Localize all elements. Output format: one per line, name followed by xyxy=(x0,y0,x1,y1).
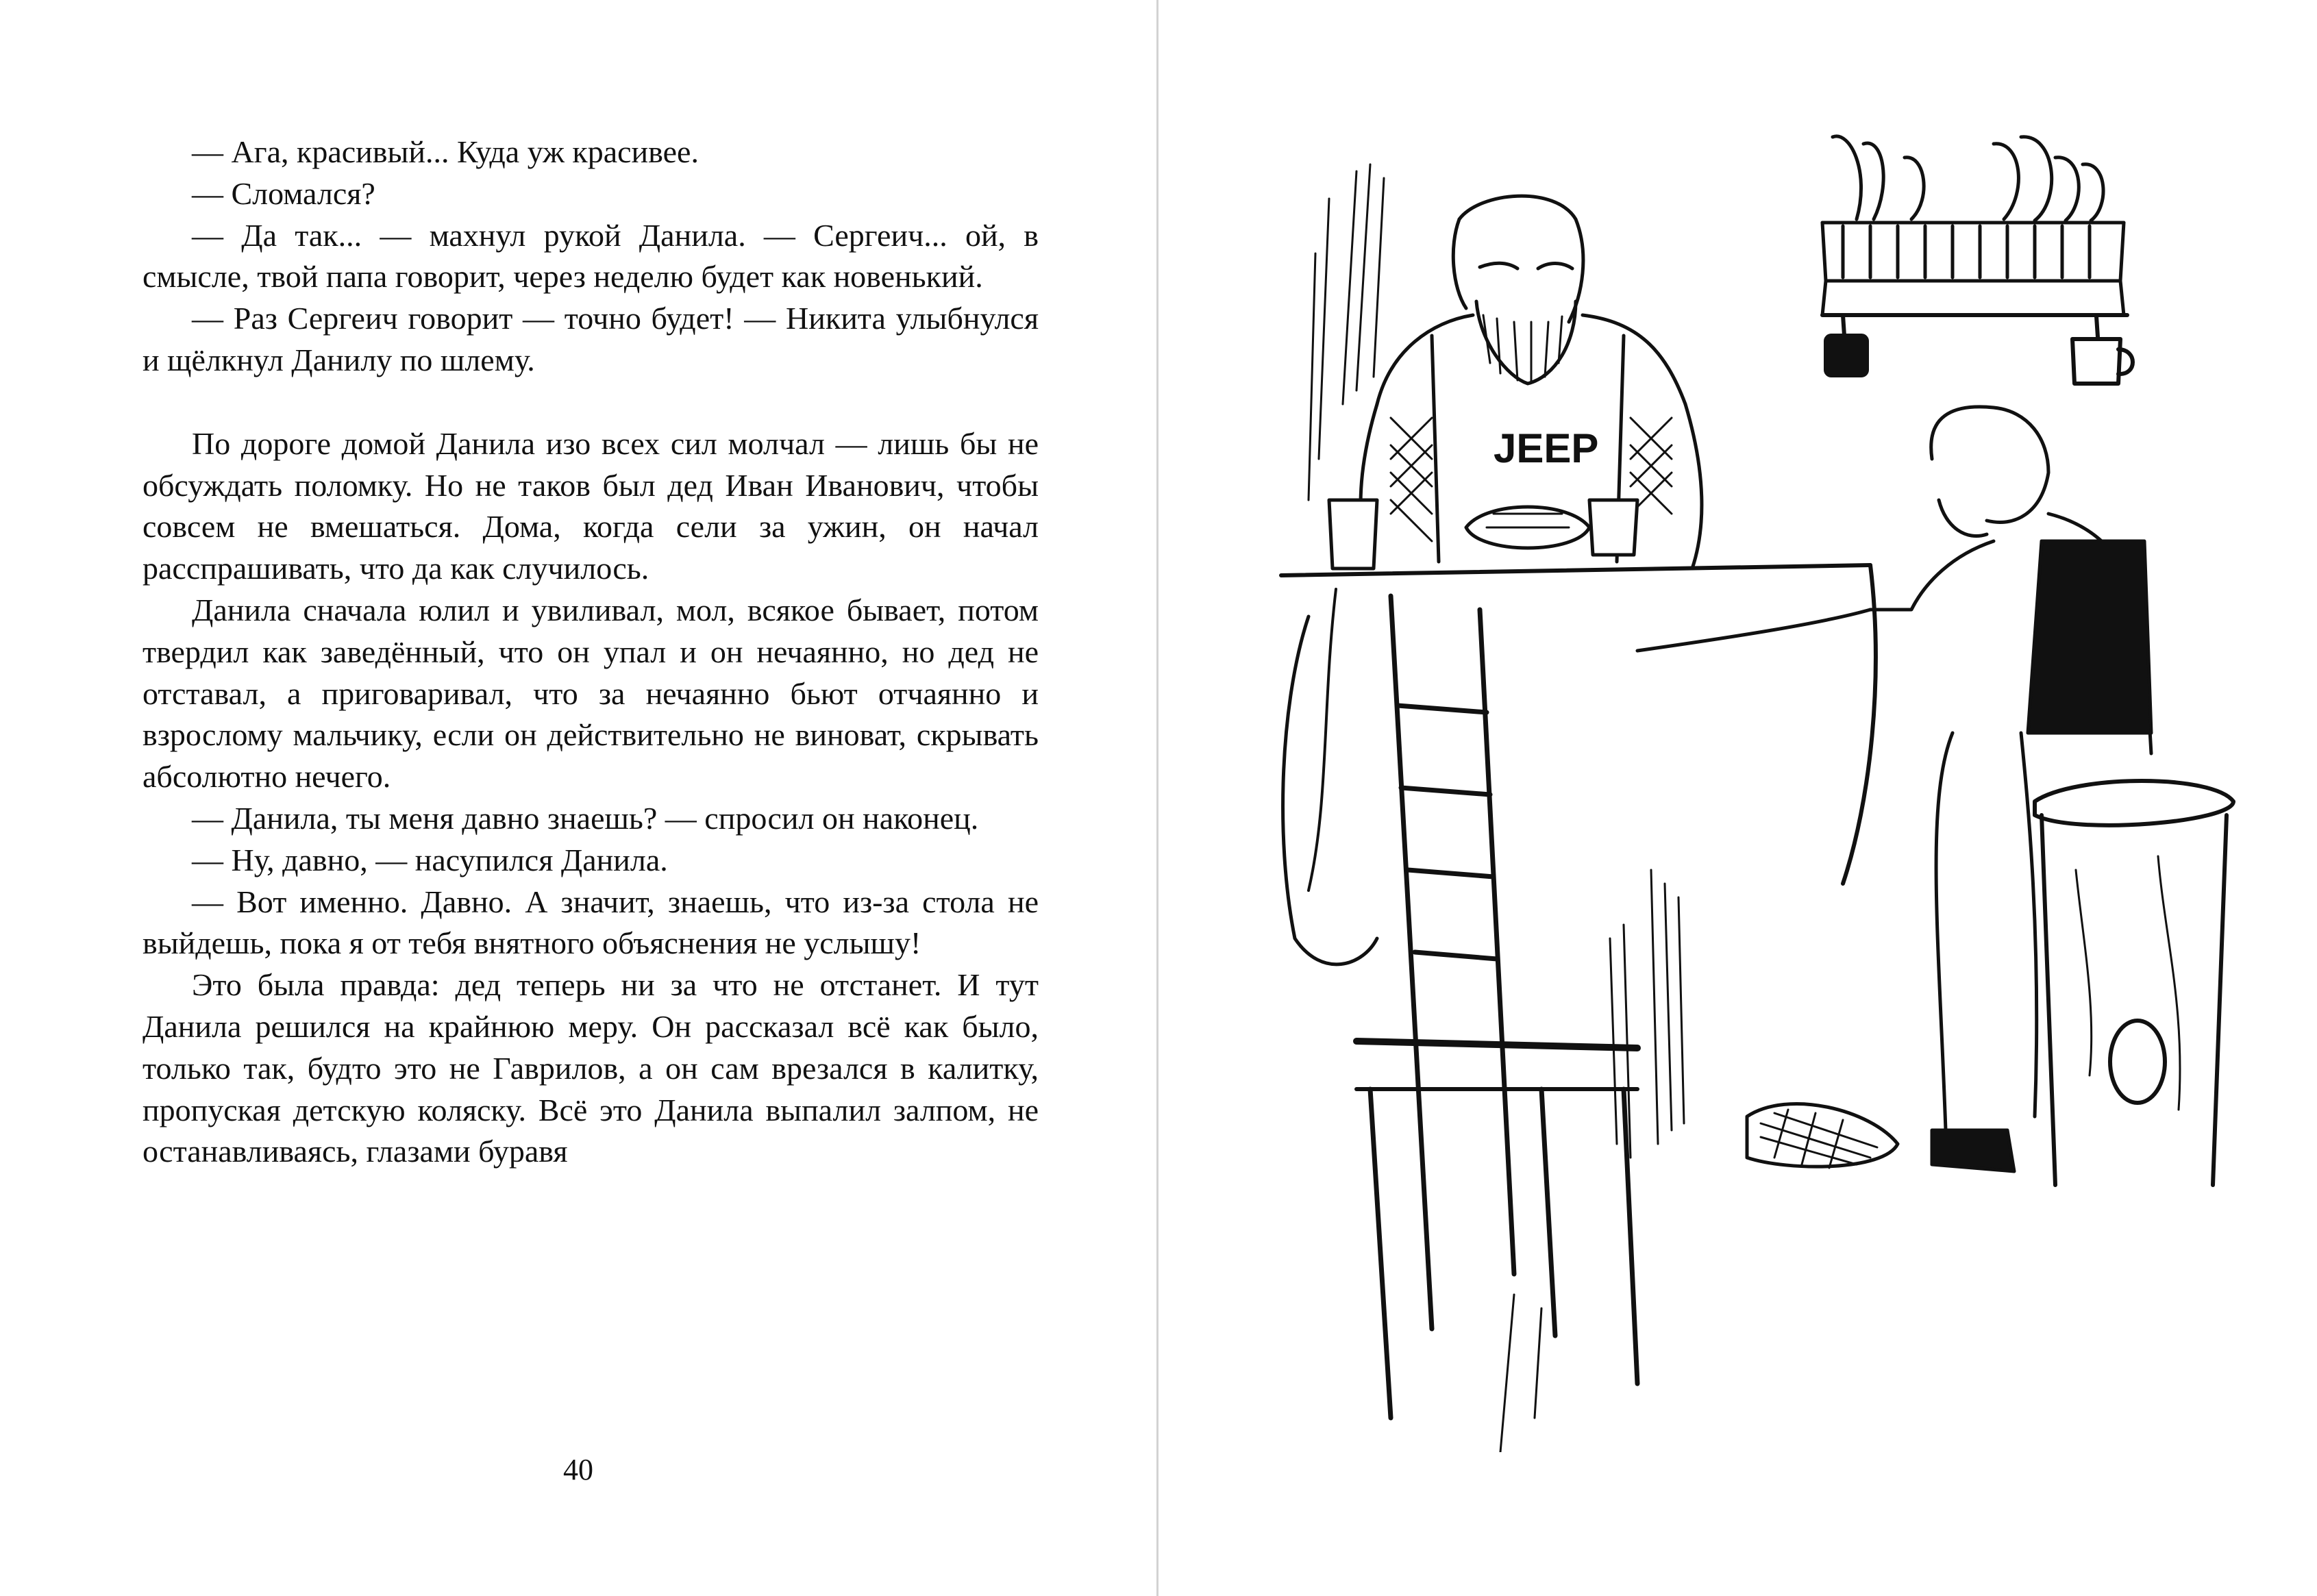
paragraph: — Сломался? xyxy=(192,175,375,211)
grandfather-figure xyxy=(1361,196,1702,569)
table xyxy=(1281,565,1876,890)
stool xyxy=(2035,781,2233,1185)
slipper-icon xyxy=(1747,1104,1898,1168)
illustration-grandfather-and-boy-at-table xyxy=(1254,116,2240,1452)
chair xyxy=(1283,596,1637,1418)
paragraph: — Ну, давно, — насупился Данила. xyxy=(192,842,668,877)
paragraph: По дороге домой Данила изо всех сил молчал — лишь бы не обсуждать поломку. Но не таков был дед Иван Иванович, чтобы совсем не вмешаться. Дома, когда сели за ужин, он начал расспрашивать, что да как случилось. xyxy=(143,425,1039,586)
paragraph: Это была правда: дед теперь ни за что не отстанет. И тут Данила решился на крайнюю меру. Он рассказал всё как было, только так, будто это не Гаврилов, а он сам врезался в калитку, пропуская детскую коляску. Всё это Данила выпалил залпом, не останавливаясь, глазами буравя xyxy=(143,967,1039,1169)
dish-rack-icon xyxy=(1822,136,2127,315)
paragraph: — Да так... — махнул рукой Данила. — Сергеич... ой, в смысле, твой папа говорит, через неделю будет как новенький. xyxy=(143,217,1039,295)
floor-shadow xyxy=(1500,870,1684,1452)
mug-icon xyxy=(1826,315,2133,384)
page-number: 40 xyxy=(563,1453,593,1486)
background-hatching xyxy=(1309,164,1384,500)
paragraph: — Данила, ты меня давно знаешь? — спросил он наконец. xyxy=(192,800,979,836)
paragraph: Данила сначала юлил и увиливал, мол, всякое бывает, потом твердил как заведённый, что он упал и он нечаянно, но дед не отставал, а приговаривал, что за нечаянно бьют отчаянно и взрослому мальчику, если он действительно не виноват, скрывать абсолютно нечего. xyxy=(143,592,1039,795)
paragraph: — Вот именно. Давно. А значит, знаешь, что из-за стола не выйдешь, пока я от тебя внятного объяснения не услышу! xyxy=(143,884,1039,961)
shirt-lettering: JEEP xyxy=(1494,425,1599,471)
body-text xyxy=(143,132,1039,1173)
paragraph: — Раз Сергеич говорит — точно будет! — Никита улыбнулся и щёлкнул Данилу по шлему. xyxy=(143,301,1039,377)
left-page xyxy=(0,0,1156,1596)
paragraph: — Ага, красивый... Куда уж красивее. xyxy=(192,134,699,169)
